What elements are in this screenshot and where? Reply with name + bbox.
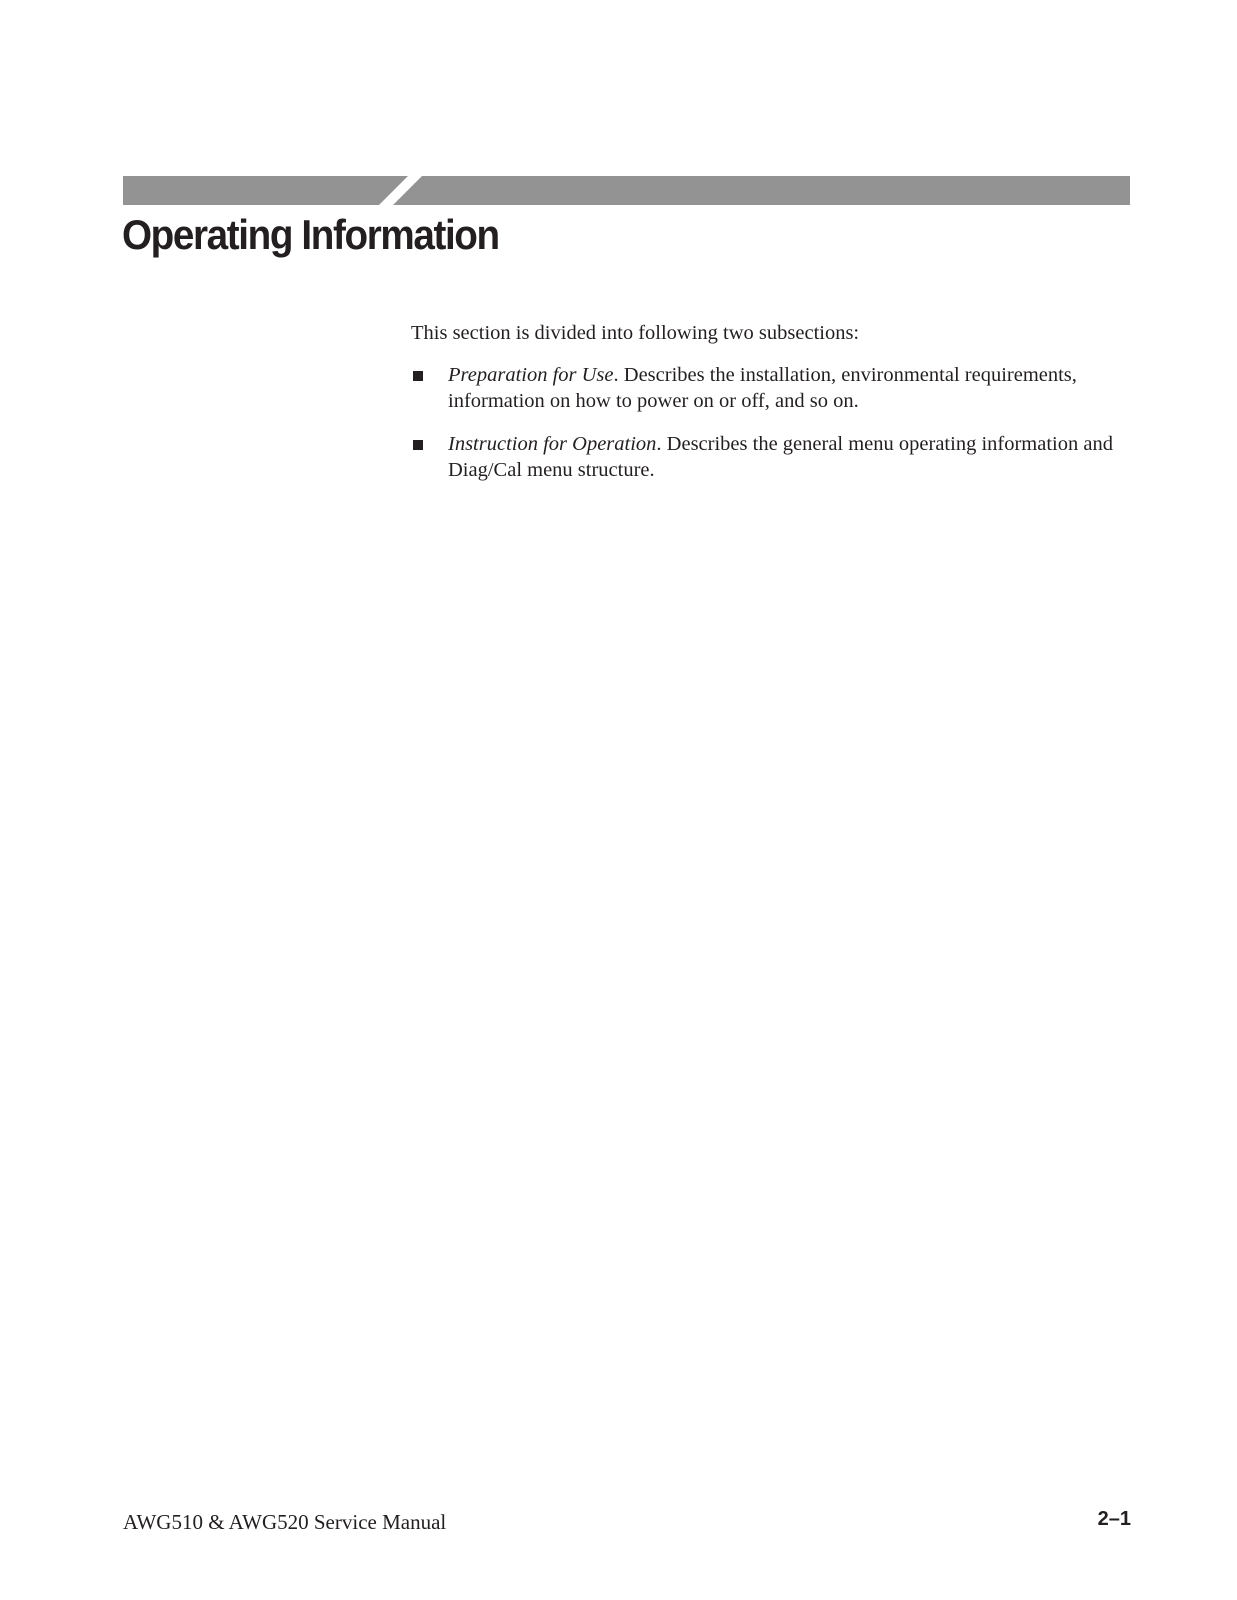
- list-item: [411, 362, 1131, 414]
- section-header-bar: [123, 176, 1130, 205]
- section-header-bar-right: [393, 176, 1130, 205]
- subsection-term: Preparation for Use: [448, 364, 614, 386]
- subsection-description: . Describes the installation, environmental requirements, information on how to power on or off, and so on.: [448, 364, 1077, 412]
- subsection-description: . Describes the general menu operating information and Diag/Cal menu structure.: [448, 433, 1113, 481]
- square-bullet-icon: [413, 371, 423, 381]
- footer-manual-title: AWG510 & AWG520 Service Manual: [123, 1510, 447, 1534]
- section-header-bar-left: [123, 176, 408, 205]
- subsection-list: [411, 362, 1131, 483]
- subsection-term: Instruction for Operation: [448, 433, 657, 455]
- square-bullet-icon: [413, 440, 423, 450]
- page-title: Operating Information: [122, 211, 499, 258]
- intro-paragraph: This section is divided into following two subsections:: [411, 322, 860, 344]
- page-number: 2–1: [1097, 1508, 1131, 1530]
- list-item: [411, 431, 1131, 483]
- body-text: [411, 320, 1131, 500]
